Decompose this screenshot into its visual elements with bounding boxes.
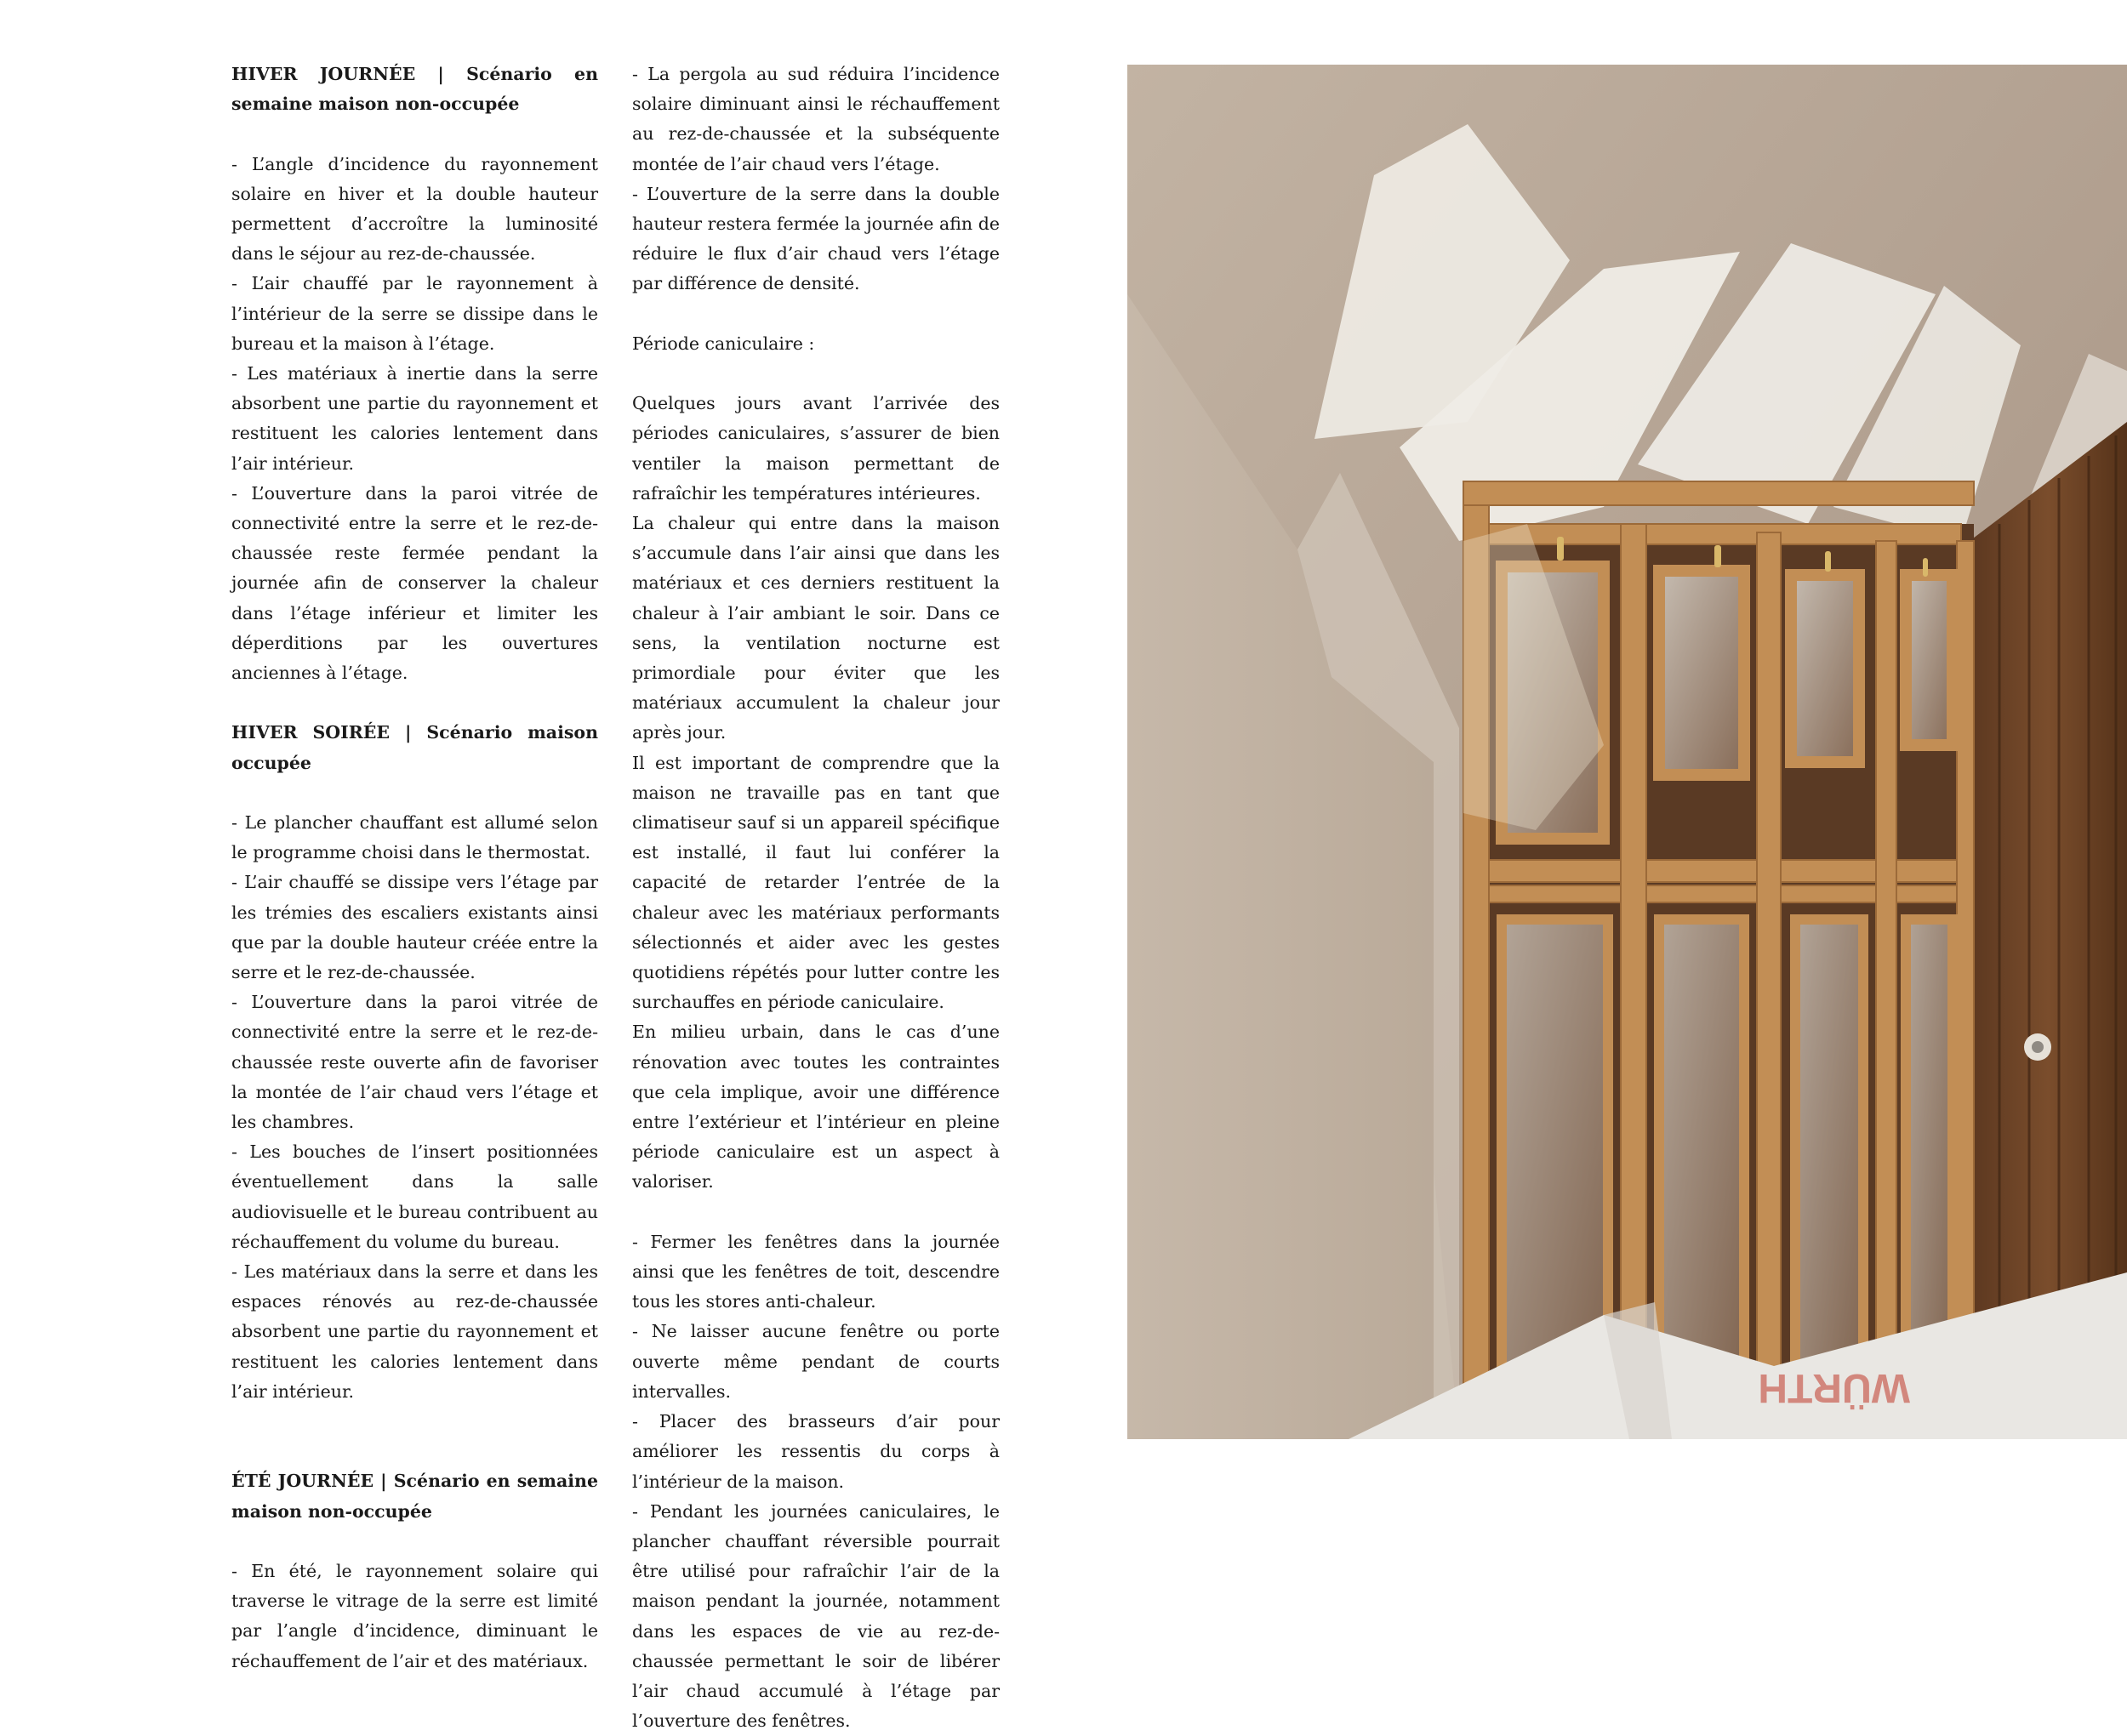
heatwave-paragraph: En milieu urbain, dans le cas d’une rénovation avec toutes les contraintes que cela implique, avoir une différence entre l’extérieur et l’intérieur en pleine période caniculaire est un aspect à valoriser. <box>632 1022 1000 1192</box>
winter-evening-heading: HIVER SOIRÉE | Scénario maison occupée <box>231 722 598 773</box>
interior-photo-illustration <box>1127 65 2127 1439</box>
heatwave-heading: Période caniculaire : <box>632 333 815 354</box>
winter-day-item: - L’air chauffé par le rayonnement à l’intérieur de la serre se dissipe dans le bureau et la maison à l’étage. <box>231 273 598 354</box>
winter-day-heading: HIVER JOURNÉE | Scénario en semaine maison non-occupée <box>231 64 598 115</box>
summer-day-heading: ÉTÉ JOURNÉE | Scénario en semaine maison non-occupée <box>231 1471 598 1522</box>
protective-sheet-print: WÜRTH <box>1758 1365 1910 1410</box>
heatwave-item: - Placer des brasseurs d’air pour améliorer les ressentis du corps à l’intérieur de la maison. <box>632 1411 1000 1492</box>
winter-day-item: - L’angle d’incidence du rayonnement solaire en hiver et la double hauteur permettent d’accroître la luminosité dans le séjour au rez-de-chaussée. <box>231 153 598 265</box>
heatwave-paragraph: La chaleur qui entre dans la maison s’accumule dans l’air ainsi que dans les matériaux et ces derniers restituent la chaleur à l’air ambiant le soir. Dans ce sens, la ventilation nocturne est primordiale pour éviter que les matériaux accumulent la chaleur jour après jour. <box>632 513 1000 743</box>
interior-photo <box>1127 65 2127 1439</box>
winter-evening-item: - Les bouches de l’insert positionnées éventuellement dans la salle audiovisuelle et le bureau contribuent au réchauffement du volume du bureau. <box>231 1141 598 1252</box>
heatwave-paragraph: Il est important de comprendre que la maison ne travaille pas en tant que climatiseur sauf si un appareil spécifique est installé, il faut lui conférer la capacité de retarder l’entrée de la chaleur avec les matériaux performants sélectionnés et aider avec les gestes quotidiens répétés pour lutter contre les surchauffes en période caniculaire. <box>632 752 1000 1013</box>
summer-day-item: - La pergola au sud réduira l’incidence solaire diminuant ainsi le réchauffement au rez-de-chaussée et la subséquente montée de l’air chaud vers l’étage. <box>632 64 1000 174</box>
summer-day-item: - L’ouverture de la serre dans la double hauteur restera fermée la journée afin de réduire le flux d’air chaud vers l’étage par différence de densité. <box>632 183 1000 294</box>
winter-evening-item: - Le plancher chauffant est allumé selon le programme choisi dans le thermostat. <box>231 812 598 863</box>
winter-day-item: - Les matériaux à inertie dans la serre absorbent une partie du rayonnement et restituent les calories lentement dans l’air intérieur. <box>231 363 598 474</box>
heatwave-item: - Ne laisser aucune fenêtre ou porte ouverte même pendant de courts intervalles. <box>632 1321 1000 1402</box>
winter-day-item: - L’ouverture dans la paroi vitrée de connectivité entre la serre et le rez-de-chaussée reste fermée pendant la journée afin de conserver la chaleur dans l’étage inférieur et limiter les déperditions par les ouvertures anciennes à l’étage. <box>231 482 598 684</box>
winter-evening-item: - L’air chauffé se dissipe vers l’étage par les trémies des escaliers existants ainsi que par la double hauteur créée entre la serre et le rez-de-chaussée. <box>231 872 598 983</box>
heatwave-item: - Fermer les fenêtres dans la journée ainsi que les fenêtres de toit, descendre tous les stores anti-chaleur. <box>632 1231 1000 1312</box>
heatwave-paragraph: Quelques jours avant l’arrivée des périodes caniculaires, s’assurer de bien ventiler la maison permettant de rafraîchir les températures intérieures. <box>632 393 1000 504</box>
winter-evening-item: - Les matériaux dans la serre et dans les espaces rénovés au rez-de-chaussée absorbent une partie du rayonnement et restituent les calories lentement dans l’air intérieur. <box>231 1261 598 1402</box>
text-column-left <box>231 60 598 1676</box>
winter-evening-item: - L’ouverture dans la paroi vitrée de connectivité entre la serre et le rez-de-chaussée reste ouverte afin de favoriser la montée de l’air chaud vers l’étage et les chambres. <box>231 992 598 1133</box>
heatwave-item: - Pendant les journées caniculaires, le plancher chauffant réversible pourrait être utilisé pour rafraîchir l’air de la maison pendant la journée, notamment dans les espaces de vie au rez-de-chaussée permettant le soir de libérer l’air chaud accumulé à l’étage par l’ouverture des fenêtres. <box>632 1500 1000 1732</box>
text-column-middle <box>632 60 1000 1736</box>
summer-day-item: - En été, le rayonnement solaire qui traverse le vitrage de la serre est limité par l’angle d’incidence, diminuant le réchauffement de l’air et des matériaux. <box>231 1561 598 1671</box>
